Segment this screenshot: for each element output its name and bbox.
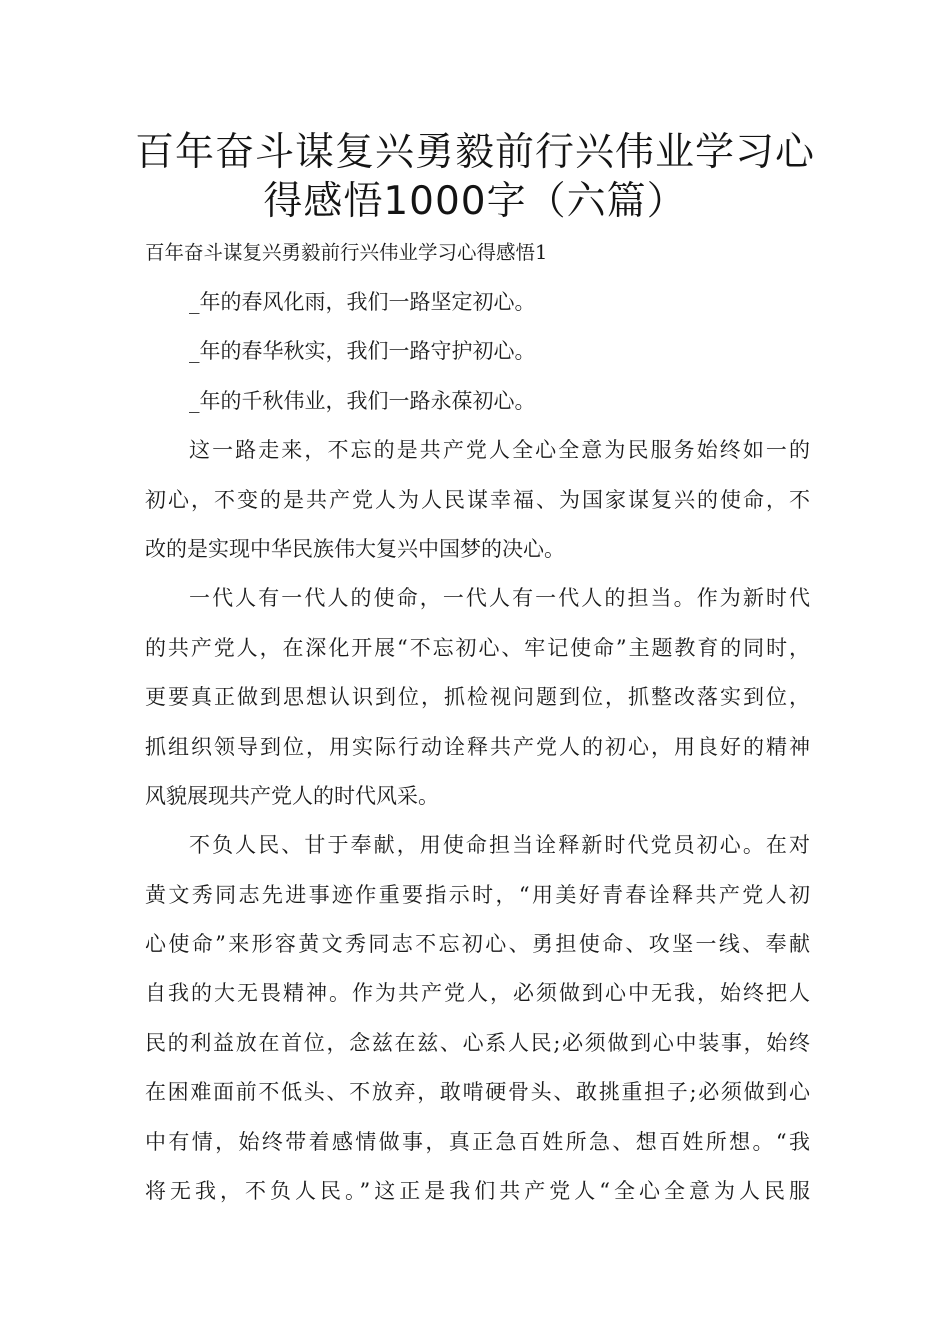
body-line: 将无我，不负人民。”这正是我们共产党人“全心全意为人民服 — [145, 1179, 810, 1204]
section-subheading: 百年奋斗谋复兴勇毅前行兴伟业学习心得感悟1 — [145, 241, 548, 264]
body-line: 中有情，始终带着感情做事，真正急百姓所急、想百姓所想。“我 — [145, 1129, 810, 1154]
body-line: _年的春风化雨，我们一路坚定初心。 — [189, 290, 536, 314]
body-line: 心使命”来形容黄文秀同志不忘初心、勇担使命、攻坚一线、奉献 — [145, 932, 810, 957]
body-line: 初心，不变的是共产党人为人民谋幸福、为国家谋复兴的使命，不 — [145, 487, 810, 512]
body-line: 风貌展现共产党人的时代风采。 — [145, 783, 439, 808]
body-line: _年的千秋伟业，我们一路永葆初心。 — [189, 388, 536, 413]
body-line: 一代人有一代人的使命，一代人有一代人的担当。作为新时代 — [189, 586, 810, 611]
body-line: 在困难面前不低头、不放弃，敢啃硬骨头、敢挑重担子;必须做到心 — [145, 1080, 810, 1105]
body-line: 黄文秀同志先进事迹作重要指示时，“用美好青春诠释共产党人初 — [145, 882, 810, 907]
body-line: _年的春华秋实，我们一路守护初心。 — [189, 339, 536, 364]
body-line: 更要真正做到思想认识到位，抓检视问题到位，抓整改落实到位， — [145, 685, 810, 710]
body-line: 自我的大无畏精神。作为共产党人，必须做到心中无我，始终把人 — [145, 981, 810, 1006]
document-body — [145, 287, 810, 1225]
body-line: 改的是实现中华民族伟大复兴中国梦的决心。 — [145, 536, 565, 561]
body-line: 这一路走来，不忘的是共产党人全心全意为民服务始终如一的 — [189, 438, 810, 463]
body-line: 的共产党人，在深化开展“不忘初心、牢记使命”主题教育的同时， — [145, 635, 810, 660]
document-title-line-2: 得感悟1000字（六篇） — [263, 179, 687, 224]
body-line: 不负人民、甘于奉献，用使命担当诠释新时代党员初心。在对 — [189, 833, 810, 858]
body-line: 民的利益放在首位，念兹在兹、心系人民;必须做到心中装事，始终 — [145, 1030, 810, 1055]
body-line: 抓组织领导到位，用实际行动诠释共产党人的初心，用良好的精神 — [145, 734, 810, 759]
document-title-line-1: 百年奋斗谋复兴勇毅前行兴伟业学习心 — [134, 130, 815, 175]
